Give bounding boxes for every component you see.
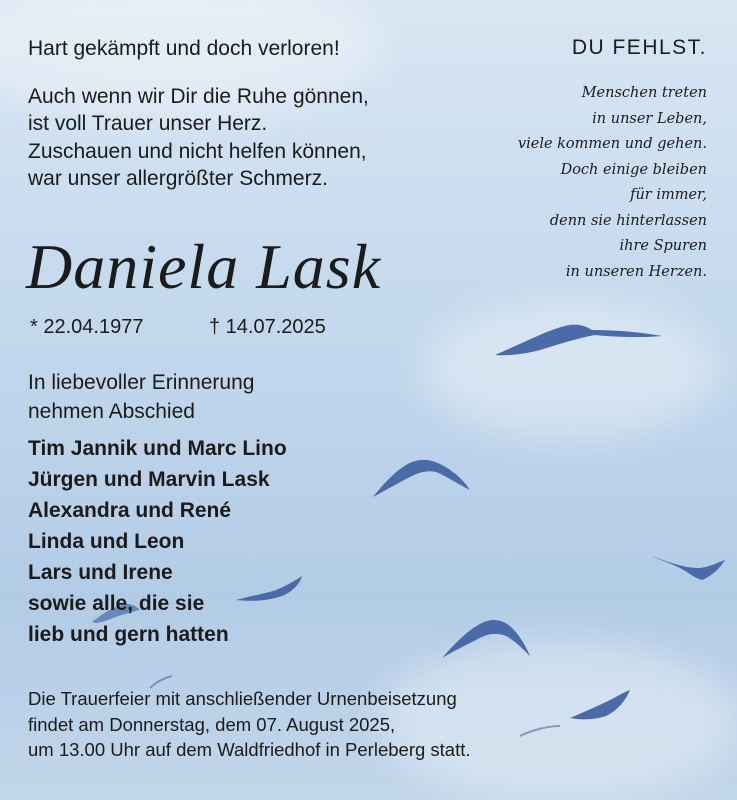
seagull-icon	[373, 460, 470, 497]
quote-line: viele kommen und gehen.	[517, 136, 707, 152]
mourner-line: Tim Jannik und Marc Lino	[28, 437, 287, 460]
quote-line: für immer,	[630, 187, 707, 203]
quote-line: in unseren Herzen.	[565, 263, 707, 280]
mourner-line: Linda und Leon	[28, 530, 185, 553]
poem-line: Auch wenn wir Dir die Ruhe gönnen,	[28, 85, 369, 108]
life-dates	[30, 316, 326, 339]
quote-line: Menschen treten	[581, 85, 707, 101]
ceremony-line: findet am Donnerstag, dem 07. August 2025,	[28, 713, 396, 735]
quote-line: Doch einige bleiben	[560, 161, 707, 178]
seagull-icon	[520, 726, 560, 736]
deceased-name: Daniela Lask	[26, 231, 382, 302]
farewell-line: nehmen Abschied	[28, 399, 195, 423]
farewell-text	[28, 369, 254, 427]
mourner-line: Lars und Irene	[28, 561, 173, 584]
farewell-line: In liebevoller Erinnerung	[28, 371, 255, 394]
mourner-line: sowie alle, die sie	[28, 592, 205, 615]
quote-line: ihre Spuren	[619, 238, 707, 254]
seagull-icon	[652, 556, 725, 580]
mourners-list	[28, 433, 287, 650]
seagull-icon	[495, 325, 662, 356]
death-date: † 14.07.2025	[209, 316, 326, 338]
ceremony-info	[28, 686, 471, 763]
poem-line: Zuschauen und nicht helfen können,	[28, 139, 367, 163]
quote-line: in unser Leben,	[592, 110, 707, 127]
poem	[28, 83, 369, 192]
birth-date: * 22.04.1977	[30, 316, 144, 338]
mourner-line: lieb und gern hatten	[28, 623, 229, 646]
seagull-icon	[570, 690, 630, 719]
intro-line: Hart gekämpft und doch verloren!	[28, 37, 340, 60]
mourner-line: Alexandra und René	[28, 499, 232, 522]
ceremony-line: Die Trauerfeier mit anschließender Urnenbeisetzung	[28, 688, 457, 709]
quote-line: denn sie hinterlassen	[549, 212, 707, 229]
ceremony-line: um 13.00 Uhr auf dem Waldfriedhof in Perleberg statt.	[28, 739, 471, 761]
motto-title: DU FEHLST.	[571, 36, 707, 59]
poem-line: ist voll Trauer unser Herz.	[28, 112, 268, 136]
motto-quote	[518, 81, 707, 285]
seagull-icon	[442, 620, 530, 658]
poem-line: war unser allergrößter Schmerz.	[28, 166, 328, 190]
mourner-line: Jürgen und Marvin Lask	[28, 468, 270, 491]
